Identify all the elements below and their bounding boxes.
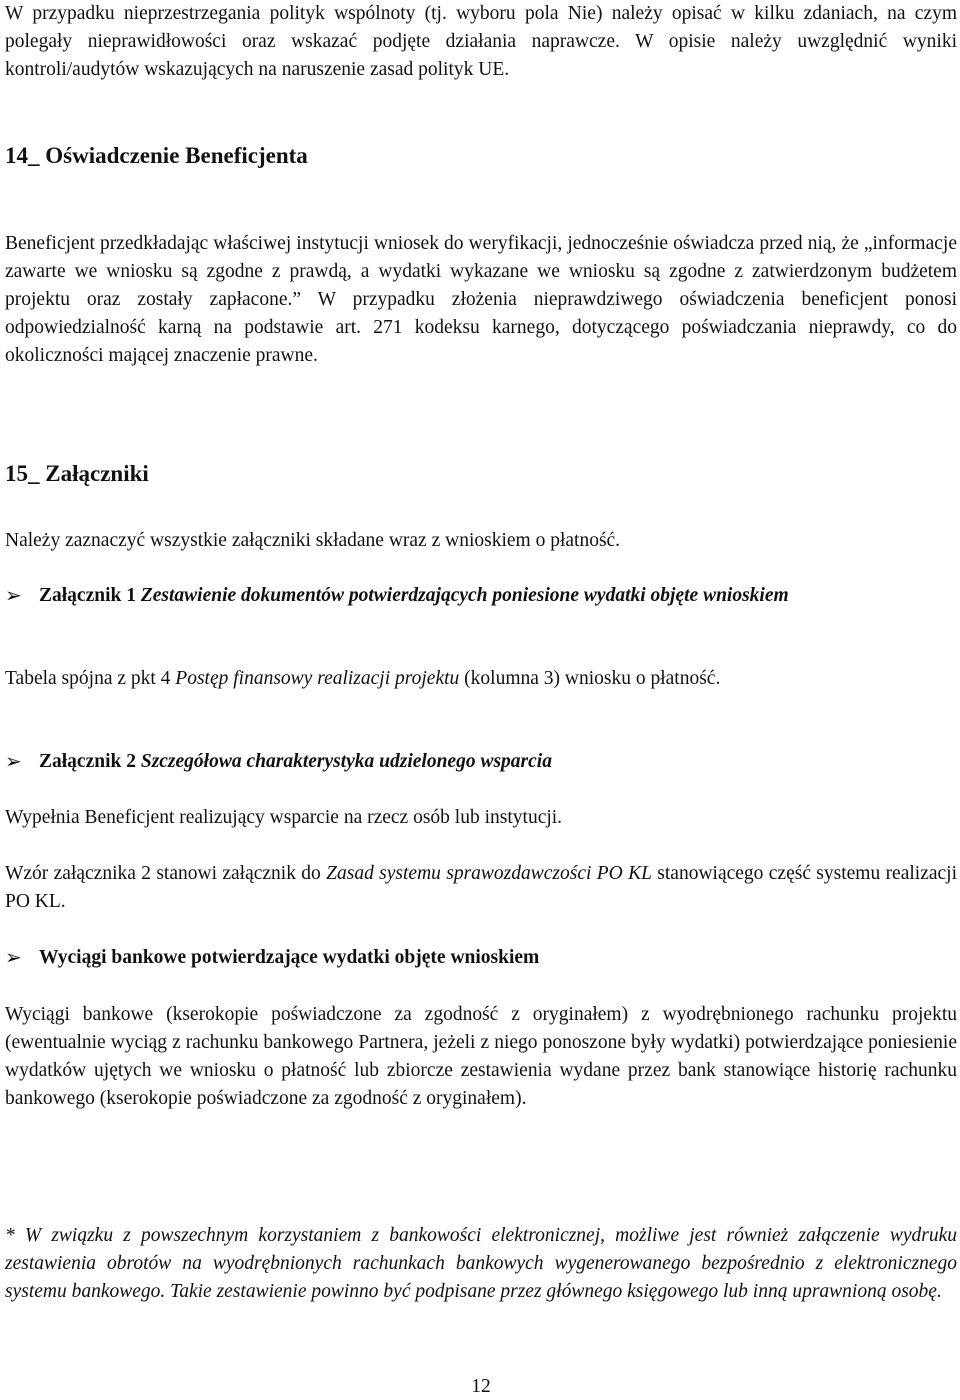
footnote: * W związku z powszechnym korzystaniem z bankowości elektronicznej, możliwe jest również załączenie wydruku zestawienia obrotów na wyodrębnionych rachunkach bankowych wygenerowanego bezpośrednio z elektronicznego systemu bankowego. Takie zestawienie powinno być podpisane przez głównego księgowego lub inną uprawnioną osobę. [5, 1225, 957, 1302]
attachment-1-title: Zestawienie dokumentów potwierdzających poniesione wydatki objęte wnioskiem [140, 585, 789, 606]
attachment-2-template-after: stanowiącego część systemu realizacji PO KL. [5, 863, 958, 912]
attachment-2-label: Załącznik 2 [39, 751, 136, 772]
arrowhead-bullet-icon: ➢ [5, 585, 22, 607]
attachment-1-desc-before: Tabela spójna z pkt 4 [5, 668, 171, 689]
attachment-2-item [5, 748, 957, 776]
intro-paragraph: W przypadku nieprzestrzegania polityk wspólnoty (tj. wyboru pola Nie) należy opisać w kilku zdaniach, na czym polegały nieprawidłowości oraz wskazać podjęte działania naprawcze. W opisie należy uwzględnić wyniki kontroli/audytów wskazujących na naruszenie zasad polityk UE. [5, 3, 957, 80]
attachment-2-title: Szczegółowa charakterystyka udzielonego wsparcia [140, 751, 552, 772]
attachment-1-label: Załącznik 1 [39, 585, 136, 606]
attachment-2-template-before: Wzór załącznika 2 stanowi załącznik do [5, 863, 321, 884]
section-14-heading: 14_ Oświadczenie Beneficjenta [5, 143, 308, 168]
bank-statements-item [5, 944, 957, 972]
page-number: 12 [471, 1376, 491, 1397]
attachment-2-template-note [5, 860, 957, 916]
attachment-2-title-line [5, 748, 957, 776]
attachment-1-description [5, 665, 957, 693]
document-page [5, 0, 957, 1400]
arrowhead-bullet-icon: ➢ [5, 751, 22, 773]
attachment-1-desc-after: (kolumna 3) wniosku o płatność. [464, 668, 721, 689]
attachment-2-description: Wypełnia Beneficjent realizujący wsparcie na rzecz osób lub instytucji. [5, 807, 563, 828]
attachment-1-title-line [5, 582, 957, 610]
attachment-1-desc-italic: Postęp finansowy realizacji projektu [175, 668, 460, 689]
section-15-intro: Należy zaznaczyć wszystkie załączniki składane wraz z wnioskiem o płatność. [5, 530, 621, 551]
arrowhead-bullet-icon: ➢ [5, 947, 22, 969]
attachment-1-item [5, 582, 957, 610]
bank-statements-description: Wyciągi bankowe (kserokopie poświadczone za zgodność z oryginałem) z wyodrębnionego rachunku projektu (ewentualnie wyciąg z rachunku bankowego Partnera, jeżeli z niego ponoszone były wydatki) potwierdzające poniesienie wydatków ujętych we wniosku o płatność lub zbiorcze zestawienia wydane przez bank stanowiące historię rachunku bankowego (kserokopie poświadczone za zgodność z oryginałem). [5, 1004, 957, 1109]
bank-statements-title: Wyciągi bankowe potwierdzające wydatki objęte wnioskiem [39, 947, 540, 968]
attachment-2-template-italic: Zasad systemu sprawozdawczości PO KL [326, 863, 652, 884]
section-15-heading: 15_ Załączniki [5, 461, 149, 486]
section-14-paragraph: Beneficjent przedkładając właściwej instytucji wniosek do weryfikacji, jednocześnie oświadcza przed nią, że „informacje zawarte we wniosku są zgodne z prawdą, a wydatki wykazane we wniosku są zgodne z zatwierdzonym budżetem projektu oraz zostały zapłacone.” W przypadku złożenia nieprawdziwego oświadczenia beneficjent ponosi odpowiedzialność karną na podstawie art. 271 kodeksu karnego, dotyczącego poświadczania nieprawdy, co do okoliczności mającej znaczenie prawne. [5, 233, 957, 366]
